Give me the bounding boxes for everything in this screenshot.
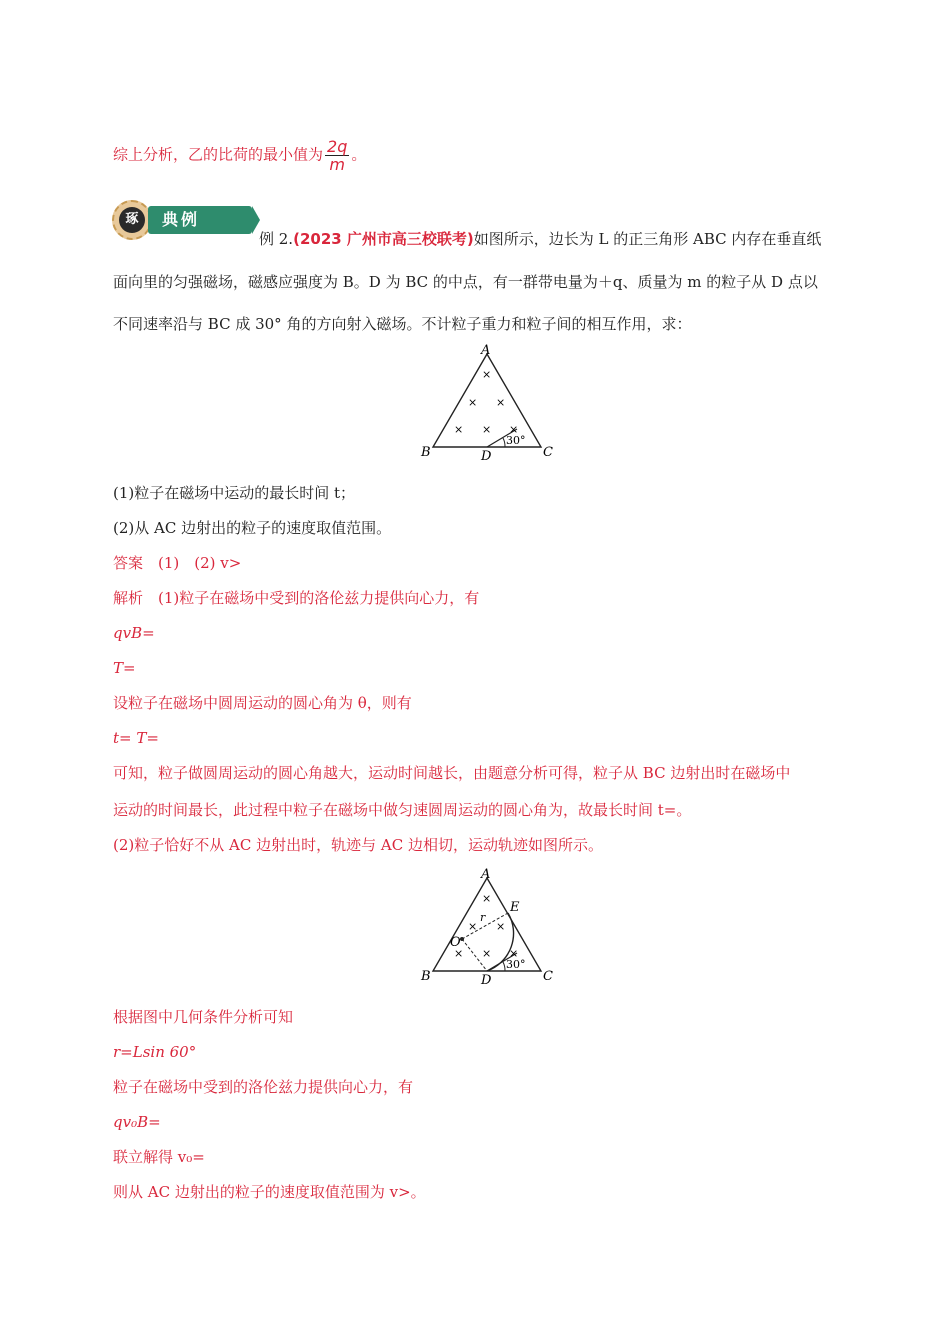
example-prefix: 例 2.	[259, 230, 294, 248]
field-mark: ×	[482, 892, 492, 905]
field-mark: ×	[509, 947, 519, 960]
label-a: A	[481, 343, 491, 358]
label-d: D	[481, 449, 492, 464]
example-line1-rest: 如图所示，边长为 L 的正三角形 ABC 内存在垂直纸	[473, 230, 822, 248]
solution-line-6: 可知，粒子做圆周运动的圆心角越大，运动时间越长，由题意分析可得，粒子从 BC 边射出时在磁场中	[113, 764, 791, 782]
field-mark: ×	[468, 920, 478, 933]
label-r: r	[480, 911, 486, 924]
angle-label: 30°	[506, 434, 526, 447]
solution2-line-1: 根据图中几何条件分析可知	[113, 1008, 294, 1026]
fraction-numerator: 2q	[327, 137, 348, 156]
example-source: (2023 广州市高三校联考)	[293, 230, 474, 248]
answer-line: 答案 (1) (2) v>	[113, 554, 242, 572]
solution2-line-5: 联立解得 v₀=	[113, 1148, 205, 1166]
intro-tail: 。	[351, 145, 367, 164]
angle-arc	[503, 962, 505, 971]
example-line-1	[259, 228, 821, 250]
label-c: C	[543, 445, 553, 460]
example-line-2: 面向里的匀强磁场，磁感应强度为 B。D 为 BC 的中点，有一群带电量为＋q、质量为 m 的粒子从 D 点以	[113, 273, 818, 291]
badge-ring-icon	[112, 200, 152, 240]
badge-ring-label: 琢	[119, 207, 145, 233]
solution-line-4: 设粒子在磁场中圆周运动的圆心角为 θ，则有	[113, 694, 412, 712]
label-a: A	[481, 867, 491, 882]
intro-text: 综上分析，乙的比荷的最小值为	[113, 145, 324, 164]
solution2-line-2: r=Lsin 60°	[113, 1043, 197, 1061]
solution-line-5: t= T=	[113, 729, 159, 747]
fraction-denominator: m	[329, 155, 345, 174]
solution-line-1: 解析 (1)粒子在磁场中受到的洛伦兹力提供向心力，有	[113, 589, 480, 607]
question-2: (2)从 AC 边射出的粒子的速度取值范围。	[113, 519, 392, 537]
solution-line-8: (2)粒子恰好不从 AC 边射出时，轨迹与 AC 边相切，运动轨迹如图所示。	[113, 836, 603, 854]
field-mark: ×	[496, 920, 506, 933]
label-o: O	[450, 935, 461, 950]
field-mark: ×	[482, 423, 492, 436]
field-mark: ×	[454, 947, 464, 960]
triangle-figure-2	[410, 864, 570, 989]
fraction-2q-over-m	[325, 138, 349, 173]
example-line-3: 不同速率沿与 BC 成 30° 角的方向射入磁场。不计粒子重力和粒子间的相互作用，求：	[113, 315, 692, 333]
field-mark: ×	[509, 423, 519, 436]
triangle-figure-1	[410, 340, 570, 465]
solution-line-3: T=	[113, 659, 136, 677]
angle-arc	[503, 438, 505, 447]
example-badge	[112, 200, 257, 240]
solution-line-7: 运动的时间最长，此过程中粒子在磁场中做匀速圆周运动的圆心角为，故最长时间 t=。	[113, 801, 692, 819]
field-mark: ×	[468, 396, 478, 409]
field-mark: ×	[482, 947, 492, 960]
badge-tab-label: 典例	[148, 206, 252, 234]
label-e: E	[510, 900, 520, 915]
angle-label: 30°	[506, 958, 526, 971]
field-mark: ×	[482, 368, 492, 381]
field-mark: ×	[454, 423, 464, 436]
intro-line	[113, 138, 366, 173]
solution2-line-6: 则从 AC 边射出的粒子的速度取值范围为 v>。	[113, 1183, 426, 1201]
question-1: (1)粒子在磁场中运动的最长时间 t；	[113, 484, 356, 502]
label-c: C	[543, 969, 553, 984]
label-b: B	[421, 445, 431, 460]
field-mark: ×	[496, 396, 506, 409]
solution2-line-3: 粒子在磁场中受到的洛伦兹力提供向心力，有	[113, 1078, 414, 1096]
label-b: B	[421, 969, 431, 984]
solution-line-2: qvB=	[113, 624, 155, 642]
solution2-line-4: qv₀B=	[113, 1113, 161, 1131]
label-d: D	[481, 973, 492, 988]
